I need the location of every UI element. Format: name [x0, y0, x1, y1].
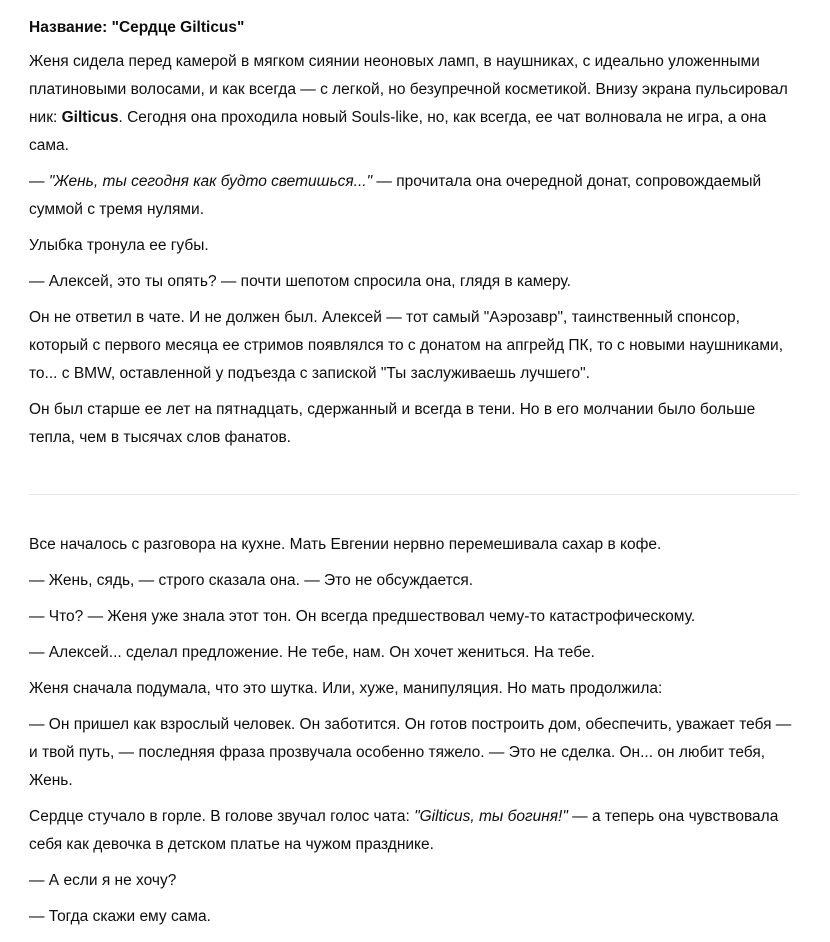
paragraph-kitchen: Все началось с разговора на кухне. Мать Евгении нервно перемешивала сахар в кофе.: [29, 536, 662, 553]
story-title: [29, 14, 798, 42]
paragraph-text: — а теперь она чувствовала себя как девочка в детском платье на чужом празднике.: [29, 808, 779, 853]
paragraph-text: . Сегодня она проходила новый Souls-like, но, как всегда, ее чат волновала не игра, а она сама.: [29, 109, 767, 154]
chat-quote-italic: "Gilticus, ты богиня!": [414, 808, 568, 825]
paragraph-sponsor: Он не ответил в чате. И не должен был. Алексей — тот самый "Аэрозавр", таинственный спонсор, который с первого месяца ее стримов появлялся то с донатом на апгрейд ПК, то с новыми наушниками, то... с BMW, оставленной у подъезда с запиской "Ты заслуживаешь лучшего".: [29, 309, 784, 382]
title-value: "Сердце Gilticus": [111, 19, 245, 36]
paragraph-donation: [29, 168, 798, 224]
paragraph-intro: [29, 48, 798, 160]
nickname-bold: Gilticus: [61, 109, 119, 126]
paragraph-text: Женя сидела перед камерой в мягком сиянии неоновых ламп, в наушниках, с идеально уложенными платиновыми волосами, и как всегда — с легкой, но безупречной косметикой. Внизу экрана пульсировал ник:: [29, 53, 788, 126]
paragraph-what: — Что? — Женя уже знала этот тон. Он всегда предшествовал чему-то катастрофическому.: [29, 608, 696, 625]
paragraph-dont-want: — А если я не хочу?: [29, 872, 177, 889]
donation-quote-italic: "Жень, ты сегодня как будто светишься...": [48, 173, 373, 190]
paragraph-mother: — Он пришел как взрослый человек. Он заботится. Он готов построить дом, обеспечить, уважает тебя — и твой путь, — последняя фраза прозвучала особенно тяжело. — Это не сделка. Он... он любит тебя, Жень.: [29, 716, 792, 789]
paragraph-proposal: — Алексей... сделал предложение. Не тебе, нам. Он хочет жениться. На тебе.: [29, 644, 595, 661]
paragraph-heart: [29, 803, 798, 859]
paragraph-sit-down: — Жень, сядь, — строго сказала она. — Это не обсуждается.: [29, 572, 474, 589]
paragraph-text: — прочитала она очередной донат, сопровождаемый суммой с тремя нулями.: [29, 173, 762, 218]
paragraph-question: — Алексей, это ты опять? — почти шепотом спросила она, глядя в камеру.: [29, 273, 571, 290]
title-label: Название:: [29, 19, 108, 36]
paragraph-tell-him: — Тогда скажи ему сама.: [29, 908, 211, 925]
paragraph-text: —: [29, 173, 49, 190]
paragraph-joke: Женя сначала подумала, что это шутка. Или, хуже, манипуляция. Но мать продолжила:: [29, 680, 663, 697]
paragraph-text: Сердце стучало в горле. В голове звучал голос чата:: [29, 808, 415, 825]
paragraph-older: Он был старше ее лет на пятнадцать, сдержанный и всегда в тени. Но в его молчании было больше тепла, чем в тысячах слов фанатов.: [29, 401, 756, 446]
section-divider: [29, 494, 798, 495]
paragraph-smile: Улыбка тронула ее губы.: [29, 237, 209, 254]
